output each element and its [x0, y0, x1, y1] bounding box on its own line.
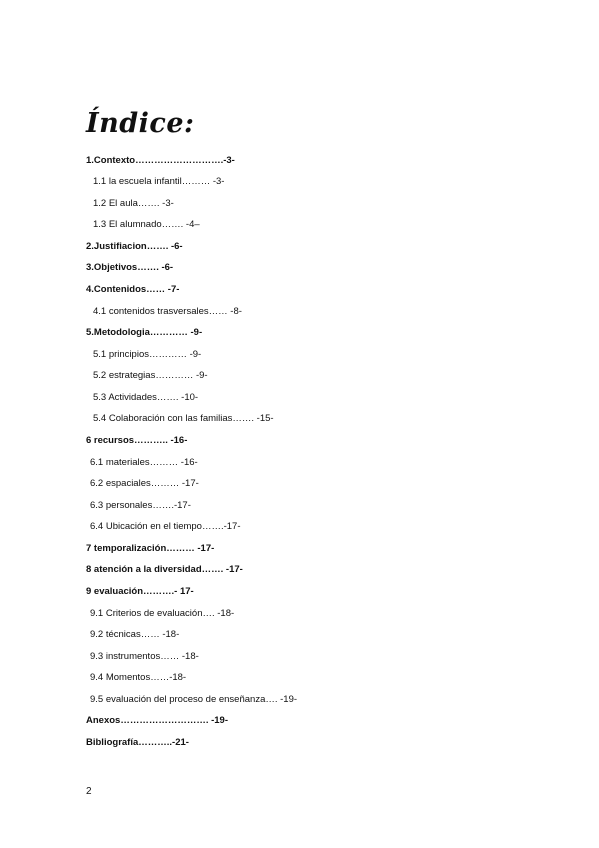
toc-section-entry: 1.Contexto……………………….-3- — [86, 155, 235, 166]
toc-subsection-entry: 5.3 Actividades……. -10- — [93, 392, 199, 403]
toc-subsection-entry: 4.1 contenidos trasversales…… -8- — [93, 306, 242, 317]
toc-section-entry: 8 atención a la diversidad……. -17- — [86, 564, 243, 575]
toc-subsection-entry: 6.4 Ubicación en el tiempo…….-17- — [90, 521, 241, 532]
toc-section-entry: Bibliografía………..-21- — [86, 737, 189, 748]
toc-subsection-entry: 9.1 Criterios de evaluación…. -18- — [90, 608, 235, 619]
toc-subsection-entry: 9.4 Momentos……-18- — [90, 672, 187, 683]
index-title: Índice: — [86, 108, 195, 139]
toc-section-entry: 5.Metodologia………… -9- — [86, 327, 203, 338]
toc-subsection-entry: 1.3 El alumnado……. -4– — [93, 219, 200, 230]
toc-section-entry: 4.Contenidos…… -7- — [86, 284, 180, 295]
toc-subsection-entry: 5.1 principios………… -9- — [93, 349, 202, 360]
toc-subsection-entry: 5.4 Colaboración con las familias……. -15- — [93, 413, 274, 424]
toc-subsection-entry: 9.3 instrumentos…… -18- — [90, 651, 199, 662]
page-number: 2 — [86, 786, 92, 797]
toc-section-entry: 3.Objetivos……. -6- — [86, 262, 174, 273]
toc-subsection-entry: 1.1 la escuela infantil……… -3- — [93, 176, 225, 187]
toc-subsection-entry: 5.2 estrategias………… -9- — [93, 370, 208, 381]
toc-section-entry: 6 recursos……….. -16- — [86, 435, 188, 446]
toc-subsection-entry: 9.2 técnicas…… -18- — [90, 629, 180, 640]
toc-subsection-entry: 1.2 El aula……. -3- — [93, 198, 174, 209]
toc-subsection-entry: 6.2 espaciales……… -17- — [90, 478, 199, 489]
toc-section-entry: 7 temporalización……… -17- — [86, 543, 215, 554]
toc-section-entry: 9 evaluación……….- 17- — [86, 586, 194, 597]
toc-section-entry: 2.Justifiacion……. -6- — [86, 241, 183, 252]
toc-subsection-entry: 9.5 evaluación del proceso de enseñanza…. -19- — [90, 694, 298, 705]
toc-section-entry: Anexos………………………. -19- — [86, 715, 228, 726]
toc-subsection-entry: 6.1 materiales……… -16- — [90, 457, 198, 468]
toc-subsection-entry: 6.3 personales…….-17- — [90, 500, 191, 511]
